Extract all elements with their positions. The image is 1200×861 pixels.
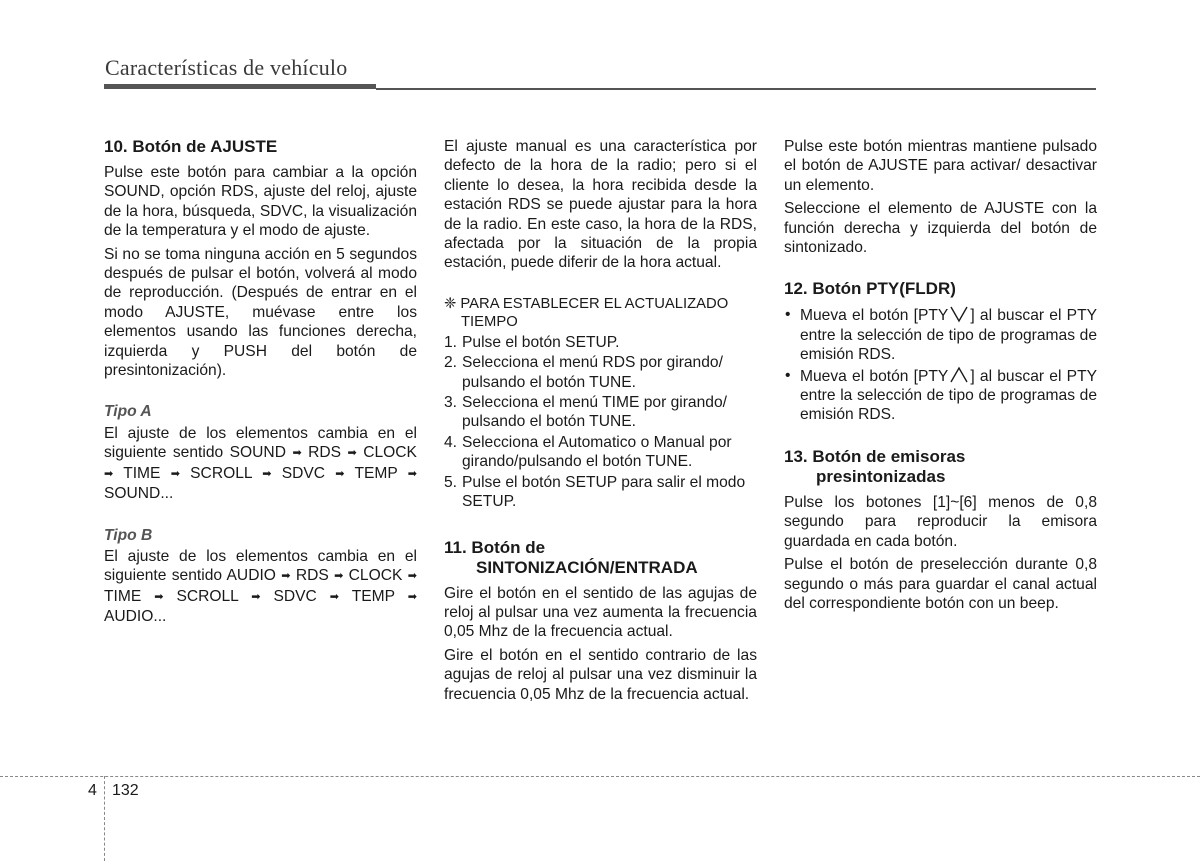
step-number: 5.: [444, 473, 458, 491]
pty-bullets-list: [784, 305, 1097, 424]
arrow-right-icon: ➡: [292, 447, 302, 460]
seq-item: TEMP: [351, 587, 395, 605]
page-header-title: Características de vehículo: [105, 55, 348, 80]
seq-item: TIME: [123, 464, 161, 482]
step-text: Selecciona el menú TIME por girando/ pulsando el botón TUNE.: [462, 394, 727, 431]
section-10-paragraph-2: Si no se toma ninguna acción en 5 segundos después de pulsar el botón, volverá al modo de reproducción. (Después de entrar en el modo AJUSTE, muévase entre los elementos usando las funciones derecha, izquierda y PUSH del botón de presintonización).: [104, 245, 417, 380]
tipo-b-sequence: [104, 547, 417, 627]
section-13-paragraph-2: Pulse el botón de preselección durante 0,8 segundo o más para guardar el canal actual del correspondiente botón con un beep.: [784, 556, 1097, 612]
seq-item: SDVC: [281, 464, 326, 482]
note-title-line1: PARA ESTABLECER EL ACTUALIZADO: [460, 295, 729, 312]
tipo-b-intro: El ajuste de los elementos cambia en el siguiente sentido: [104, 547, 417, 585]
section-11-heading-line2: SINTONIZACIÓN/ENTRADA: [476, 557, 698, 577]
seq-item: AUDIO: [226, 567, 276, 585]
seq-item: TIME: [104, 587, 142, 605]
arrow-right-icon: ➡: [347, 447, 357, 460]
list-item: [444, 393, 757, 432]
bullet-text-pre: Mueva el botón [PTY: [800, 307, 949, 325]
section-13-heading: [784, 447, 1097, 487]
section-11-heading: [444, 538, 757, 578]
seq-item: CLOCK: [348, 567, 403, 585]
bullet-text-pre: Mueva el botón [PTY: [800, 367, 949, 385]
seq-item: SDVC: [273, 587, 317, 605]
hold-button-paragraph: Pulse este botón mientras mantiene pulsado el botón de AJUSTE para activar/ desactivar un elemento.: [784, 138, 1097, 194]
column-2: [444, 137, 757, 708]
page-number: 132: [112, 782, 139, 799]
seq-item: CLOCK: [363, 444, 417, 462]
section-11-paragraph-2: Gire el botón en el sentido contrario de las agujas de reloj al pulsar una vez disminuir la frecuencia 0,05 Mhz de la frecuencia actual.: [444, 646, 757, 703]
section-13-paragraph-1: Pulse los botones [1]~[6] menos de 0,8 segundo para reproducir la emisora guardada en cada botón.: [784, 493, 1097, 550]
tipo-a-sequence: [104, 424, 417, 504]
setup-steps-list: [444, 333, 757, 512]
section-13-heading-line2: presintonizadas: [816, 466, 946, 486]
list-item: [444, 333, 757, 352]
chevron-down-icon: [949, 305, 969, 323]
footer-dashed-vertical-rule: [104, 776, 105, 861]
arrow-right-icon: ➡: [329, 590, 339, 603]
bullet-text-post: ] al buscar el PTY entre la selección de tipo de programas de emisión RDS.: [800, 367, 1097, 424]
section-13-heading-line1: 13. Botón de emisoras: [784, 446, 966, 466]
section-10-paragraph-1: Pulse este botón para cambiar a la opción SOUND, opción RDS, ajuste del reloj, ajuste de la hora, búsqueda, SDVC, la visualización de la temperatura y el modo de ajuste.: [104, 164, 417, 240]
seq-item: RDS: [308, 444, 342, 462]
section-11-heading-line1: 11. Botón de: [444, 537, 546, 557]
list-item: [444, 353, 757, 392]
step-text: Pulse el botón SETUP para salir el modo SETUP.: [462, 473, 746, 511]
seq-item: TEMP: [354, 464, 398, 482]
note-block: [444, 295, 757, 331]
chevron-up-icon: [949, 366, 969, 384]
seq-item: AUDIO...: [104, 608, 167, 626]
seq-item: SOUND...: [104, 485, 174, 503]
header-rule-thin: [376, 88, 1096, 90]
arrow-right-icon: ➡: [407, 467, 417, 480]
list-item: [444, 433, 757, 472]
step-number: 3.: [444, 394, 458, 412]
list-item: [444, 473, 757, 512]
column-3: [784, 137, 1097, 617]
arrow-right-icon: ➡: [407, 570, 417, 583]
select-item-paragraph: Seleccione el elemento de AJUSTE con la función derecha y izquierda del botón de sintonizado.: [784, 200, 1097, 257]
list-item: [784, 305, 1097, 364]
note-title-line2: TIEMPO: [461, 313, 518, 330]
note-mark-icon: ❈: [444, 295, 457, 312]
bullet-icon: •: [785, 306, 791, 324]
step-number: 2.: [444, 354, 458, 372]
tipo-b-label: Tipo B: [104, 526, 153, 544]
bullet-text-post: ] al buscar el PTY entre la selección de tipo de programas de emisión RDS.: [800, 307, 1097, 364]
list-item: [784, 366, 1097, 425]
arrow-right-icon: ➡: [262, 467, 272, 480]
seq-item: SCROLL: [176, 587, 239, 605]
arrow-right-icon: ➡: [281, 570, 291, 583]
section-12-heading: 12. Botón PTY(FLDR): [784, 279, 956, 299]
arrow-right-icon: ➡: [335, 467, 345, 480]
arrow-right-icon: ➡: [154, 590, 164, 603]
header-rule-thick: [104, 84, 376, 89]
column-1: [104, 137, 417, 631]
section-11-paragraph-1: Gire el botón en el sentido de las agujas de reloj al pulsar una vez aumenta la frecuencia 0,05 Mhz de la frecuencia actual.: [444, 584, 757, 641]
arrow-right-icon: ➡: [104, 467, 114, 480]
seq-item: SOUND: [229, 444, 286, 462]
section-10-heading: 10. Botón de AJUSTE: [104, 137, 278, 156]
step-text: Selecciona el Automatico o Manual por girando/pulsando el botón TUNE.: [462, 433, 732, 471]
footer-dashed-rule: [0, 776, 1200, 777]
arrow-right-icon: ➡: [251, 590, 261, 603]
bullet-icon: •: [785, 366, 791, 384]
arrow-right-icon: ➡: [170, 467, 180, 480]
step-text: Pulse el botón SETUP.: [462, 333, 620, 351]
chapter-number: 4: [88, 782, 97, 799]
tipo-a-label: Tipo A: [104, 403, 152, 421]
step-number: 4.: [444, 433, 458, 451]
tipo-a-intro: El ajuste de los elementos cambia en el siguiente sentido: [104, 424, 417, 462]
step-text: Selecciona el menú RDS por girando/ pulsando el botón TUNE.: [462, 354, 723, 391]
step-number: 1.: [444, 333, 458, 351]
clock-adjust-paragraph: El ajuste manual es una característica por defecto de la hora de la radio; pero si el cliente lo desea, la hora recibida desde la estación RDS se puede ajustar para la hora de la radio. En este caso, la hora de la RDS, afectada por la situación de la propia estación, puede diferir de la hora actual.: [444, 138, 757, 272]
arrow-right-icon: ➡: [407, 590, 417, 603]
seq-item: RDS: [295, 567, 329, 585]
seq-item: SCROLL: [190, 464, 252, 482]
arrow-right-icon: ➡: [334, 570, 344, 583]
